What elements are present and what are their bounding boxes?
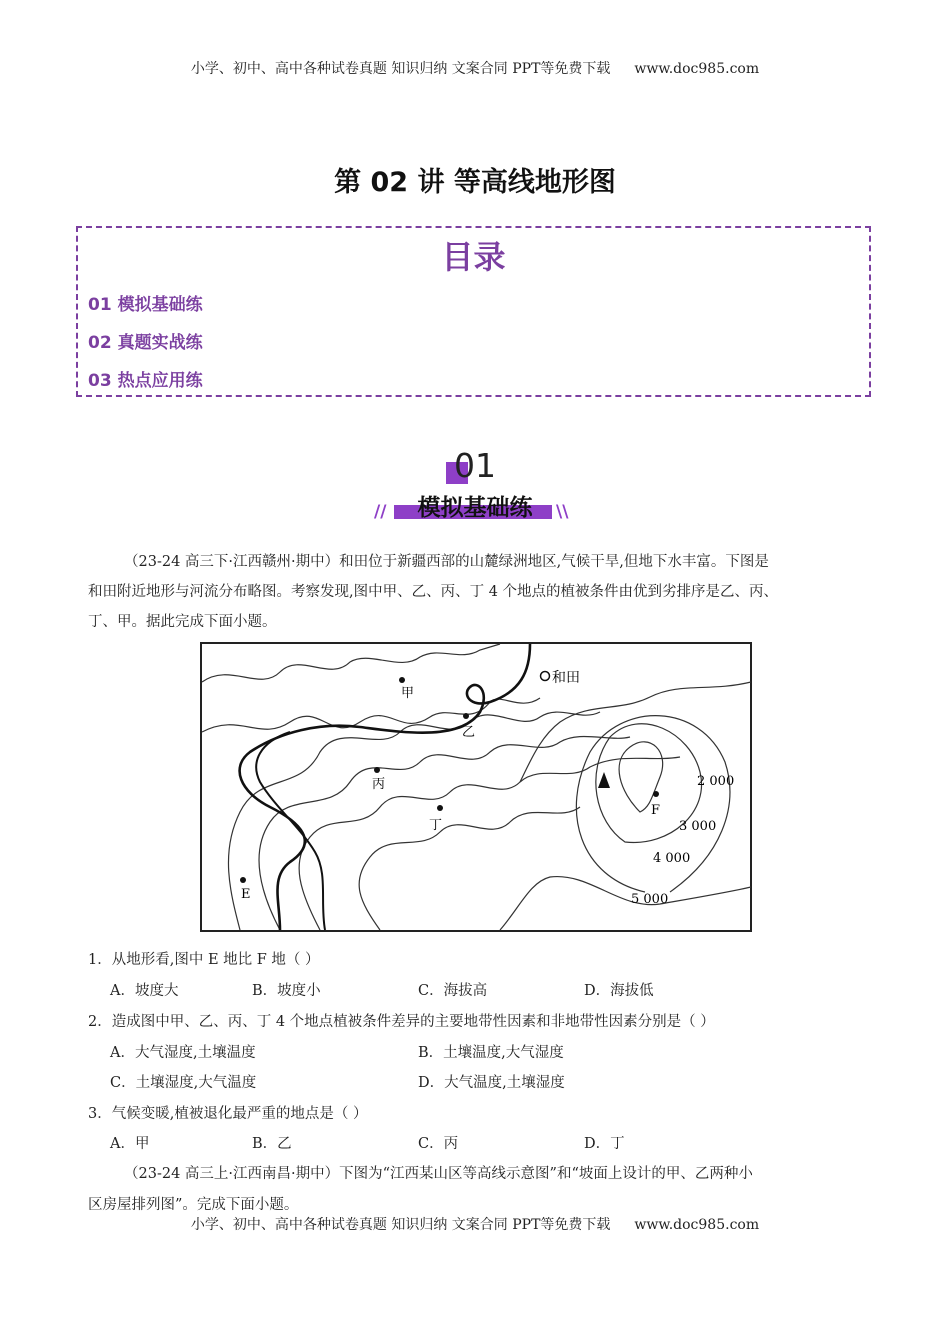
contour-label-3000: 3 000 [679, 819, 717, 834]
question-1-option-c[interactable]: C．海拔高 [418, 983, 488, 999]
footer-banner-url[interactable]: www.doc985.com [634, 1217, 760, 1233]
contour-map [200, 642, 752, 932]
intro-line-1: （23-24 高三下·江西赣州·期中）和田位于新疆西部的山麓绿洲地区,气候干旱,但地下水丰富。下图是 [124, 554, 769, 570]
question-3-stem: 3．气候变暖,植被退化最严重的地点是（ ） [88, 1106, 368, 1122]
label-yi: 乙 [462, 725, 476, 740]
question-1-stem: 1．从地形看,图中 E 地比 F 地（ ） [88, 952, 320, 968]
toc-item-1[interactable]: 01 模拟基础练 [88, 295, 203, 315]
toc-heading: 目录 [441, 238, 506, 276]
contour-label-2000: 2 000 [697, 774, 735, 789]
label-bing: 丙 [372, 777, 386, 792]
point-f-marker [653, 791, 659, 797]
header-banner [0, 58, 950, 78]
question-3-option-a[interactable]: A．甲 [110, 1136, 150, 1152]
section-slash-right: \\ [556, 502, 569, 522]
point-bing-marker [374, 767, 380, 773]
point-ding-marker [437, 805, 443, 811]
section-number: 01 [454, 446, 496, 485]
point-jia-marker [399, 677, 405, 683]
intro2-line-1: （23-24 高三上·江西南昌·期中）下图为“江西某山区等高线示意图”和“坡面上设计的甲、乙两种小 [124, 1166, 753, 1182]
question-2-stem: 2．造成图中甲、乙、丙、丁 4 个地点植被条件差异的主要地带性因素和非地带性因素分别是（ ） [88, 1014, 715, 1030]
label-jia: 甲 [401, 686, 415, 701]
point-e-marker [240, 877, 246, 883]
point-yi-marker [463, 713, 469, 719]
question-1-option-a[interactable]: A．坡度大 [110, 983, 179, 999]
question-2-option-b[interactable]: B．土壤温度,大气湿度 [418, 1045, 564, 1061]
question-2-option-d[interactable]: D．大气温度,土壤湿度 [418, 1075, 565, 1091]
label-f: F [651, 803, 661, 818]
banner-url[interactable]: www.doc985.com [634, 61, 760, 77]
intro-line-2: 和田附近地形与河流分布略图。考察发现,图中甲、乙、丙、丁 4 个地点的植被条件由优到劣排序是乙、丙、 [88, 584, 779, 600]
intro-line-3: 丁、甲。据此完成下面小题。 [88, 614, 277, 630]
question-3-option-b[interactable]: B．乙 [252, 1136, 292, 1152]
contour-label-5000: 5 000 [631, 892, 669, 907]
section-label: 模拟基础练 [417, 495, 533, 521]
label-e: E [241, 887, 251, 902]
contour-label-4000: 4 000 [653, 851, 691, 866]
footer-banner [0, 1214, 950, 1234]
intro2-line-2: 区房屋排列图”。完成下面小题。 [88, 1197, 299, 1213]
page-title: 第 02 讲 等高线地形图 [334, 167, 616, 198]
toc-item-2[interactable]: 02 真题实战练 [88, 333, 203, 353]
city-hetian-marker [541, 672, 550, 681]
toc-item-3[interactable]: 03 热点应用练 [88, 371, 203, 391]
question-1-option-d[interactable]: D．海拔低 [584, 983, 654, 999]
question-2-option-c[interactable]: C．土壤湿度,大气温度 [110, 1075, 257, 1091]
label-ding: 丁 [429, 818, 443, 833]
question-2-option-a[interactable]: A．大气湿度,土壤温度 [110, 1045, 256, 1061]
question-3-option-c[interactable]: C．丙 [418, 1136, 459, 1152]
label-hetian: 和田 [552, 670, 580, 686]
question-3-option-d[interactable]: D．丁 [584, 1136, 625, 1152]
question-1-option-b[interactable]: B．坡度小 [252, 983, 321, 999]
footer-banner-text: 小学、初中、高中各种试卷真题 知识归纳 文案合同 PPT等免费下载 [190, 1217, 611, 1233]
section-slash-left: // [374, 502, 387, 522]
table-of-contents [76, 226, 871, 397]
banner-text: 小学、初中、高中各种试卷真题 知识归纳 文案合同 PPT等免费下载 [190, 61, 611, 77]
